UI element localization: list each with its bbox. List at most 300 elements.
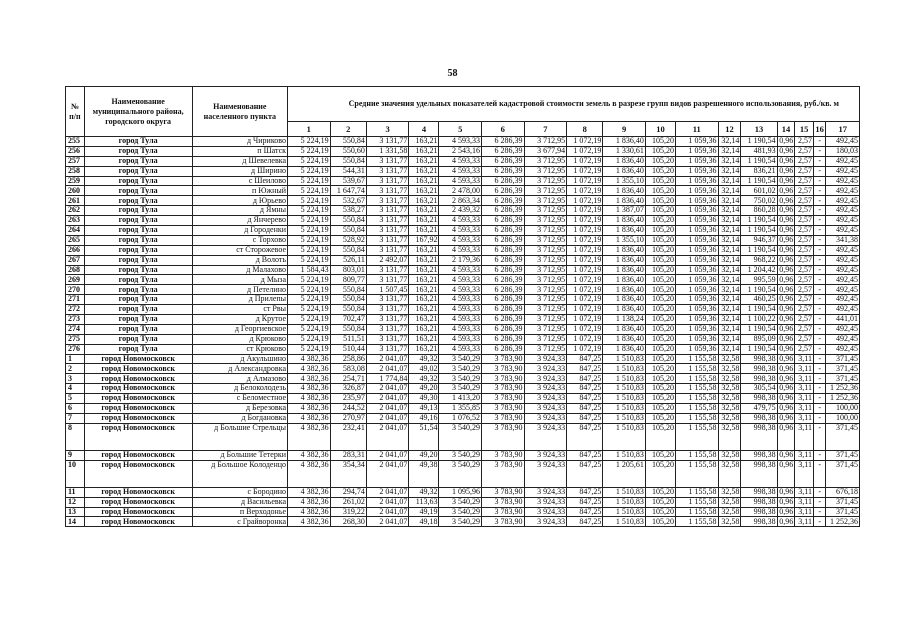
value-cell-13: 481,93 [741, 146, 777, 156]
value-cell-14: 0,96 [777, 374, 795, 384]
value-cell-2: 1 647,74 [330, 186, 366, 196]
table-row [66, 487, 860, 497]
header-col-4: 4 [409, 122, 439, 137]
value-cell-1: 5 224,19 [288, 245, 331, 255]
district-cell: город Тула [84, 206, 192, 216]
settlement-cell: п Верходонье [192, 507, 287, 517]
table-row [66, 315, 860, 325]
district-cell: город Тула [84, 176, 192, 186]
value-cell-10: 105,20 [645, 487, 675, 497]
value-cell-5: 1 095,96 [439, 487, 482, 497]
value-cell-10: 105,20 [645, 507, 675, 517]
district-cell: город Новомосковск [84, 423, 192, 450]
value-cell-10: 105,20 [645, 216, 675, 226]
row-number: 7 [66, 413, 85, 423]
value-cell-8: 1 072,19 [567, 235, 603, 245]
value-cell-1: 4 382,36 [288, 394, 331, 404]
value-cell-1: 4 382,36 [288, 487, 331, 497]
value-cell-3: 2 041,07 [366, 384, 409, 394]
value-cell-3: 3 131,77 [366, 315, 409, 325]
row-number: 262 [66, 206, 85, 216]
settlement-cell: д Белоколодезь [192, 384, 287, 394]
value-cell-15: 3,11 [795, 460, 814, 487]
value-cell-11: 1 155,58 [676, 507, 719, 517]
row-number: 1 [66, 354, 85, 364]
value-cell-8: 847,25 [567, 364, 603, 374]
value-cell-6: 3 783,90 [482, 413, 525, 423]
value-cell-6: 6 286,39 [482, 255, 525, 265]
value-cell-12: 32,58 [718, 394, 741, 404]
value-cell-4: 113,63 [409, 497, 439, 507]
value-cell-6: 3 783,90 [482, 423, 525, 450]
settlement-cell: д Васильевка [192, 497, 287, 507]
value-cell-11: 1 059,36 [676, 156, 719, 166]
value-cell-6: 3 783,90 [482, 460, 525, 487]
value-cell-12: 32,58 [718, 384, 741, 394]
table-row [66, 497, 860, 507]
value-cell-8: 847,25 [567, 394, 603, 404]
value-cell-5: 3 540,29 [439, 384, 482, 394]
value-cell-11: 1 155,58 [676, 404, 719, 414]
value-cell-1: 5 224,19 [288, 137, 331, 147]
district-cell: город Новомосковск [84, 517, 192, 527]
value-cell-17: 492,45 [826, 305, 860, 315]
value-cell-15: 3,11 [795, 354, 814, 364]
value-cell-4: 163,21 [409, 285, 439, 295]
value-cell-17: 371,45 [826, 423, 860, 450]
settlement-cell: с Беломестное [192, 394, 287, 404]
value-cell-15: 2,57 [795, 275, 814, 285]
value-cell-14: 0,96 [777, 166, 795, 176]
header-col-17: 17 [826, 122, 860, 137]
value-cell-17: 371,45 [826, 497, 860, 507]
table-row [66, 364, 860, 374]
district-cell: город Новомосковск [84, 460, 192, 487]
value-cell-15: 2,57 [795, 206, 814, 216]
value-cell-8: 847,25 [567, 374, 603, 384]
value-cell-12: 32,14 [718, 324, 741, 334]
value-cell-4: 163,21 [409, 186, 439, 196]
value-cell-4: 163,21 [409, 176, 439, 186]
value-cell-17: 492,45 [826, 334, 860, 344]
value-cell-2: 539,67 [330, 176, 366, 186]
value-cell-17: 492,45 [826, 226, 860, 236]
value-cell-9: 1 510,83 [603, 507, 646, 517]
settlement-cell: д Юрьево [192, 196, 287, 206]
value-cell-9: 1 510,83 [603, 497, 646, 507]
value-cell-4: 167,92 [409, 235, 439, 245]
value-cell-13: 1 190,54 [741, 176, 777, 186]
district-cell: город Новомосковск [84, 404, 192, 414]
value-cell-2: 550,84 [330, 285, 366, 295]
table-row [66, 295, 860, 305]
value-cell-10: 105,20 [645, 156, 675, 166]
value-cell-11: 1 155,58 [676, 374, 719, 384]
value-cell-11: 1 155,58 [676, 364, 719, 374]
value-cell-12: 32,58 [718, 364, 741, 374]
row-number: 13 [66, 507, 85, 517]
value-cell-14: 0,96 [777, 394, 795, 404]
value-cell-13: 968,22 [741, 255, 777, 265]
value-cell-5: 2 543,16 [439, 146, 482, 156]
table-row [66, 216, 860, 226]
value-cell-6: 3 783,90 [482, 384, 525, 394]
value-cell-3: 2 041,07 [366, 497, 409, 507]
value-cell-2: 550,84 [330, 216, 366, 226]
value-cell-12: 32,14 [718, 176, 741, 186]
value-cell-12: 32,14 [718, 285, 741, 295]
value-cell-7: 3 924,33 [524, 384, 567, 394]
value-cell-17: 492,45 [826, 245, 860, 255]
value-cell-14: 0,96 [777, 285, 795, 295]
settlement-cell: д Акульшино [192, 354, 287, 364]
value-cell-4: 163,21 [409, 196, 439, 206]
value-cell-7: 3 712,95 [524, 176, 567, 186]
value-cell-17: 371,45 [826, 507, 860, 517]
value-cell-4: 163,21 [409, 344, 439, 354]
value-cell-3: 3 131,77 [366, 324, 409, 334]
value-cell-2: 550,84 [330, 295, 366, 305]
table-row [66, 265, 860, 275]
value-cell-13: 998,38 [741, 517, 777, 527]
value-cell-7: 3 677,94 [524, 146, 567, 156]
value-cell-17: 1 252,36 [826, 394, 860, 404]
value-cell-5: 4 593,33 [439, 137, 482, 147]
value-cell-11: 1 059,36 [676, 344, 719, 354]
district-cell: город Тула [84, 255, 192, 265]
value-cell-2: 544,31 [330, 166, 366, 176]
value-cell-4: 163,21 [409, 226, 439, 236]
value-cell-2: 354,34 [330, 460, 366, 487]
value-cell-15: 2,57 [795, 196, 814, 206]
value-cell-3: 3 131,77 [366, 235, 409, 245]
value-cell-15: 2,57 [795, 176, 814, 186]
value-cell-14: 0,96 [777, 226, 795, 236]
value-cell-3: 2 041,07 [366, 364, 409, 374]
value-cell-8: 1 072,19 [567, 315, 603, 325]
row-number: 256 [66, 146, 85, 156]
value-cell-5: 4 593,33 [439, 334, 482, 344]
district-cell: город Новомосковск [84, 384, 192, 394]
value-cell-2: 550,84 [330, 324, 366, 334]
value-cell-1: 5 224,19 [288, 196, 331, 206]
value-cell-17: 371,45 [826, 364, 860, 374]
value-cell-6: 3 783,90 [482, 507, 525, 517]
value-cell-7: 3 712,95 [524, 186, 567, 196]
value-cell-5: 4 593,33 [439, 166, 482, 176]
row-number: 9 [66, 450, 85, 460]
value-cell-16: - [813, 497, 825, 507]
value-cell-12: 32,14 [718, 156, 741, 166]
value-cell-5: 4 593,33 [439, 344, 482, 354]
value-cell-8: 847,25 [567, 450, 603, 460]
value-cell-1: 4 382,36 [288, 354, 331, 364]
value-cell-14: 0,96 [777, 324, 795, 334]
value-cell-5: 4 593,33 [439, 295, 482, 305]
table-row [66, 384, 860, 394]
row-number: 266 [66, 245, 85, 255]
value-cell-4: 49,32 [409, 487, 439, 497]
value-cell-5: 4 593,33 [439, 315, 482, 325]
value-cell-6: 3 783,90 [482, 517, 525, 527]
value-cell-16: - [813, 265, 825, 275]
value-cell-13: 1 204,42 [741, 265, 777, 275]
value-cell-10: 105,20 [645, 315, 675, 325]
value-cell-5: 1 076,52 [439, 413, 482, 423]
value-cell-15: 2,57 [795, 156, 814, 166]
district-cell: город Тула [84, 226, 192, 236]
value-cell-3: 3 131,77 [366, 137, 409, 147]
row-number: 5 [66, 394, 85, 404]
settlement-cell: д Янчерево [192, 216, 287, 226]
district-cell: город Тула [84, 245, 192, 255]
settlement-cell: д Малахово [192, 265, 287, 275]
district-cell: город Тула [84, 166, 192, 176]
value-cell-16: - [813, 450, 825, 460]
settlement-cell: с Торхово [192, 235, 287, 245]
value-cell-9: 1 836,40 [603, 156, 646, 166]
value-cell-14: 0,96 [777, 344, 795, 354]
row-number: 2 [66, 364, 85, 374]
value-cell-15: 3,11 [795, 517, 814, 527]
row-number: 261 [66, 196, 85, 206]
table-row [66, 245, 860, 255]
value-cell-13: 998,38 [741, 460, 777, 487]
value-cell-9: 1 836,40 [603, 137, 646, 147]
value-cell-4: 163,21 [409, 137, 439, 147]
value-cell-17: 492,45 [826, 176, 860, 186]
table-row [66, 186, 860, 196]
settlement-cell: ст Крюково [192, 344, 287, 354]
district-cell: город Тула [84, 137, 192, 147]
value-cell-12: 32,58 [718, 487, 741, 497]
value-cell-8: 1 072,19 [567, 186, 603, 196]
value-cell-6: 6 286,39 [482, 245, 525, 255]
value-cell-12: 32,14 [718, 295, 741, 305]
value-cell-9: 1 836,40 [603, 226, 646, 236]
value-cell-16: - [813, 285, 825, 295]
district-cell: город Тула [84, 156, 192, 166]
value-cell-11: 1 059,36 [676, 275, 719, 285]
value-cell-15: 2,57 [795, 285, 814, 295]
value-cell-17: 371,45 [826, 450, 860, 460]
value-cell-4: 49,19 [409, 507, 439, 517]
value-cell-17: 100,00 [826, 404, 860, 414]
table-row [66, 354, 860, 364]
header-district: Наименование муниципального района, городского округа [84, 87, 192, 137]
value-cell-9: 1 510,83 [603, 394, 646, 404]
value-cell-8: 1 072,19 [567, 196, 603, 206]
value-cell-16: - [813, 460, 825, 487]
value-cell-4: 163,21 [409, 206, 439, 216]
value-cell-8: 847,25 [567, 487, 603, 497]
header-group: Средние значения удельных показателей кадастровой стоимости земель в разрезе групп видов разрешенного использования, руб./кв. м [288, 87, 860, 122]
table-row [66, 423, 860, 450]
value-cell-17: 341,38 [826, 235, 860, 245]
value-cell-4: 163,21 [409, 156, 439, 166]
value-cell-7: 3 712,95 [524, 265, 567, 275]
row-number: 4 [66, 384, 85, 394]
value-cell-1: 5 224,19 [288, 186, 331, 196]
value-cell-4: 49,30 [409, 394, 439, 404]
value-cell-13: 1 190,54 [741, 285, 777, 295]
value-cell-1: 5 224,19 [288, 305, 331, 315]
value-cell-5: 3 540,29 [439, 354, 482, 364]
value-cell-4: 49,13 [409, 404, 439, 414]
value-cell-10: 105,20 [645, 255, 675, 265]
value-cell-10: 105,20 [645, 384, 675, 394]
value-cell-1: 5 224,19 [288, 324, 331, 334]
value-cell-6: 6 286,39 [482, 186, 525, 196]
value-cell-5: 4 593,33 [439, 324, 482, 334]
value-cell-14: 0,96 [777, 487, 795, 497]
value-cell-3: 2 041,07 [366, 413, 409, 423]
value-cell-4: 49,18 [409, 517, 439, 527]
value-cell-13: 998,38 [741, 507, 777, 517]
value-cell-4: 49,38 [409, 460, 439, 487]
value-cell-5: 4 593,33 [439, 226, 482, 236]
value-cell-14: 0,96 [777, 245, 795, 255]
header-col-8: 8 [567, 122, 603, 137]
value-cell-12: 32,58 [718, 423, 741, 450]
value-cell-8: 1 072,19 [567, 245, 603, 255]
value-cell-16: - [813, 255, 825, 265]
value-cell-4: 163,21 [409, 334, 439, 344]
value-cell-12: 32,14 [718, 255, 741, 265]
value-cell-14: 0,96 [777, 497, 795, 507]
settlement-cell: д Прилепы [192, 295, 287, 305]
value-cell-13: 998,38 [741, 423, 777, 450]
value-cell-8: 847,25 [567, 354, 603, 364]
value-cell-3: 2 041,07 [366, 507, 409, 517]
value-cell-3: 2 041,07 [366, 450, 409, 460]
value-cell-9: 1 836,40 [603, 186, 646, 196]
value-cell-7: 3 712,95 [524, 137, 567, 147]
value-cell-12: 32,14 [718, 275, 741, 285]
value-cell-6: 6 286,39 [482, 285, 525, 295]
value-cell-2: 510,44 [330, 344, 366, 354]
value-cell-8: 1 072,19 [567, 137, 603, 147]
value-cell-16: - [813, 305, 825, 315]
value-cell-11: 1 059,36 [676, 265, 719, 275]
district-cell: город Новомосковск [84, 374, 192, 384]
header-settlement: Наименование населенного пункта [192, 87, 287, 137]
value-cell-4: 49,32 [409, 374, 439, 384]
district-cell: город Тула [84, 275, 192, 285]
value-cell-16: - [813, 235, 825, 245]
value-cell-4: 49,20 [409, 384, 439, 394]
value-cell-14: 0,96 [777, 186, 795, 196]
value-cell-4: 163,21 [409, 146, 439, 156]
value-cell-9: 1 355,10 [603, 235, 646, 245]
value-cell-7: 3 924,33 [524, 497, 567, 507]
district-cell: город Новомосковск [84, 394, 192, 404]
settlement-cell: д Богдановка [192, 413, 287, 423]
value-cell-6: 6 286,39 [482, 305, 525, 315]
settlement-cell: д Большие Стрельцы [192, 423, 287, 450]
value-cell-12: 32,14 [718, 265, 741, 275]
value-cell-11: 1 059,36 [676, 146, 719, 156]
value-cell-12: 32,58 [718, 450, 741, 460]
value-cell-6: 6 286,39 [482, 275, 525, 285]
value-cell-3: 3 131,77 [366, 156, 409, 166]
value-cell-3: 2 041,07 [366, 423, 409, 450]
value-cell-8: 847,25 [567, 517, 603, 527]
row-number: 255 [66, 137, 85, 147]
table-row [66, 334, 860, 344]
value-cell-3: 2 041,07 [366, 354, 409, 364]
table-row [66, 507, 860, 517]
value-cell-12: 32,14 [718, 137, 741, 147]
value-cell-12: 32,14 [718, 315, 741, 325]
district-cell: город Тула [84, 285, 192, 295]
value-cell-4: 49,32 [409, 354, 439, 364]
value-cell-14: 0,96 [777, 450, 795, 460]
row-number: 260 [66, 186, 85, 196]
value-cell-6: 6 286,39 [482, 324, 525, 334]
row-number: 269 [66, 275, 85, 285]
value-cell-1: 4 382,36 [288, 364, 331, 374]
table-row [66, 206, 860, 216]
value-cell-7: 3 924,33 [524, 374, 567, 384]
value-cell-1: 5 224,19 [288, 226, 331, 236]
value-cell-6: 6 286,39 [482, 137, 525, 147]
header-col-12: 12 [718, 122, 741, 137]
value-cell-17: 492,45 [826, 206, 860, 216]
value-cell-10: 105,20 [645, 450, 675, 460]
value-cell-7: 3 712,95 [524, 235, 567, 245]
value-cell-9: 1 836,40 [603, 305, 646, 315]
value-cell-9: 1 836,40 [603, 245, 646, 255]
value-cell-14: 0,96 [777, 176, 795, 186]
value-cell-9: 1 836,40 [603, 196, 646, 206]
value-cell-11: 1 155,58 [676, 423, 719, 450]
value-cell-2: 268,30 [330, 517, 366, 527]
value-cell-9: 1 510,83 [603, 517, 646, 527]
value-cell-16: - [813, 176, 825, 186]
value-cell-14: 0,96 [777, 255, 795, 265]
value-cell-15: 2,57 [795, 255, 814, 265]
header-col-3: 3 [366, 122, 409, 137]
value-cell-17: 492,45 [826, 156, 860, 166]
value-cell-17: 492,45 [826, 196, 860, 206]
settlement-cell: д Петелино [192, 285, 287, 295]
value-cell-13: 895,09 [741, 334, 777, 344]
value-cell-11: 1 059,36 [676, 285, 719, 295]
value-cell-13: 998,38 [741, 354, 777, 364]
value-cell-14: 0,96 [777, 354, 795, 364]
value-cell-11: 1 059,36 [676, 186, 719, 196]
value-cell-2: 550,84 [330, 137, 366, 147]
row-number: 8 [66, 423, 85, 450]
value-cell-16: - [813, 507, 825, 517]
value-cell-15: 3,11 [795, 404, 814, 414]
value-cell-9: 1 836,40 [603, 265, 646, 275]
value-cell-11: 1 059,36 [676, 235, 719, 245]
value-cell-9: 1 510,83 [603, 364, 646, 374]
value-cell-11: 1 155,58 [676, 487, 719, 497]
value-cell-12: 32,58 [718, 507, 741, 517]
value-cell-9: 1 836,40 [603, 216, 646, 226]
header-no: № п/п [66, 87, 85, 137]
value-cell-10: 105,20 [645, 394, 675, 404]
value-cell-2: 261,02 [330, 497, 366, 507]
value-cell-2: 532,67 [330, 196, 366, 206]
value-cell-2: 511,51 [330, 334, 366, 344]
value-cell-8: 1 072,19 [567, 265, 603, 275]
value-cell-1: 4 382,36 [288, 460, 331, 487]
value-cell-12: 32,58 [718, 354, 741, 364]
